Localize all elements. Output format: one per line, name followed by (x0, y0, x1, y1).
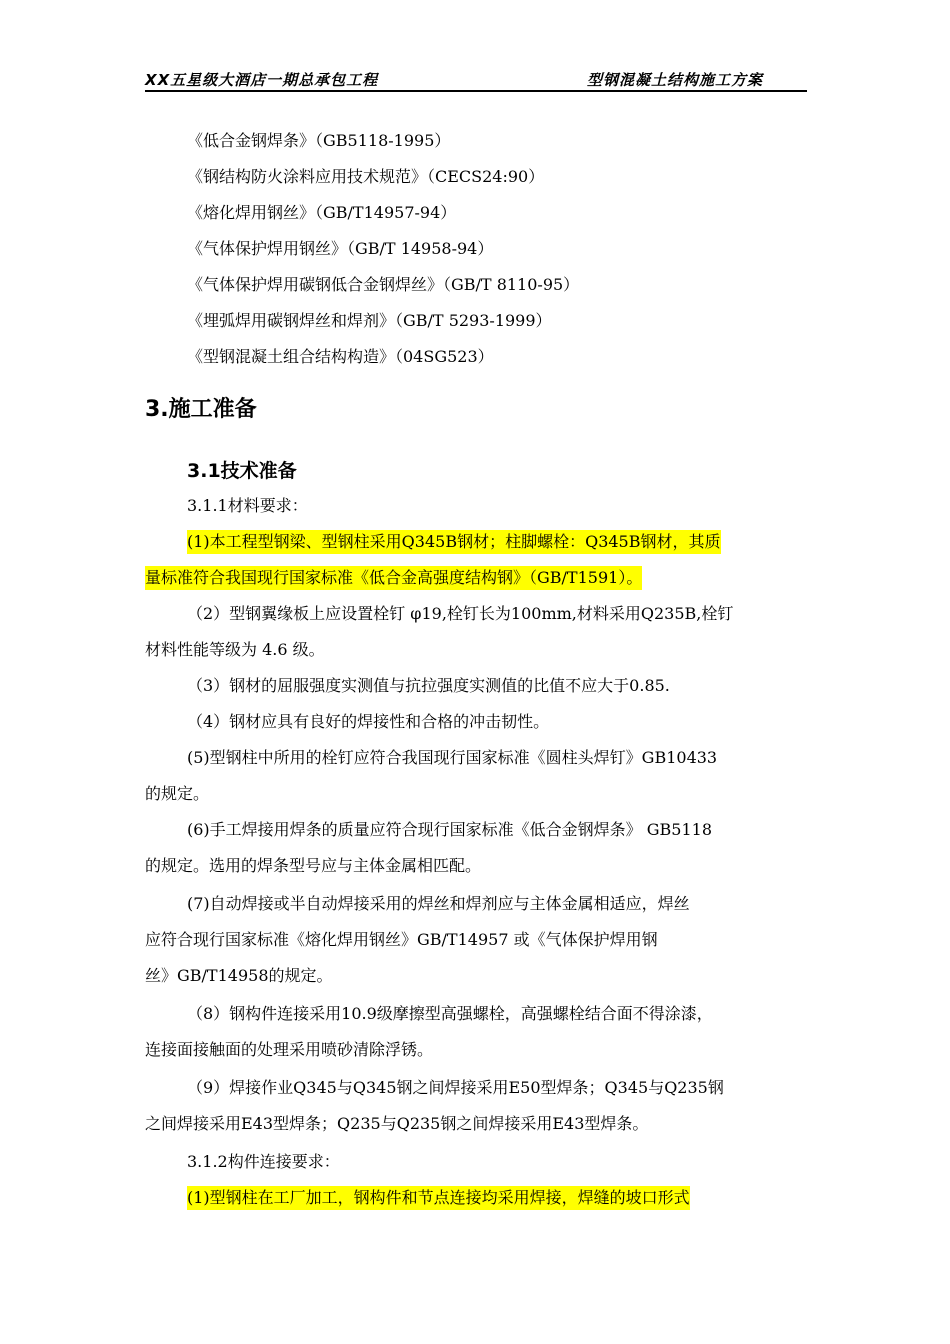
reference-item: 《钢结构防火涂料应用技术规范》（CECS24:90） (187, 167, 545, 186)
page-header (145, 68, 807, 92)
paragraph-line: （2）型钢翼缘板上应设置栓钉 φ19,栓钉长为100mm,材料采用Q235B,栓钉 (187, 604, 734, 623)
paragraph-line-highlighted: 量标准符合我国现行国家标准《低合金高强度结构钢》（GB/T1591）。 (145, 566, 642, 590)
paragraph-line: （4）钢材应具有良好的焊接性和合格的冲击韧性。 (187, 712, 550, 731)
paragraph-line: （3）钢材的屈服强度实测值与抗拉强度实测值的比值不应大于0.85. (187, 676, 670, 695)
subsection-heading: 3.1技术准备 (187, 460, 297, 482)
paragraph-line: （8）钢构件连接采用10.9级摩擦型高强螺栓，高强螺栓结合面不得涂漆， (187, 1004, 713, 1023)
reference-item: 《气体保护焊用碳钢低合金钢焊丝》（GB/T 8110-95） (187, 275, 580, 294)
paragraph-line-highlighted: (1)本工程型钢梁、型钢柱采用Q345B钢材；柱脚螺栓：Q345B钢材，其质 (187, 530, 721, 554)
paragraph-line: (6)手工焊接用焊条的质量应符合现行国家标准《低合金钢焊条》 GB5118 (187, 820, 713, 839)
paragraph-line: （9）焊接作业Q345与Q345钢之间焊接采用E50型焊条；Q345与Q235钢 (187, 1078, 724, 1097)
sub-subsection-heading: 3.1.1材料要求： (187, 496, 308, 515)
header-document-title: 型钢混凝土结构施工方案 (586, 71, 763, 89)
section-heading: 3.施工准备 (145, 397, 257, 422)
reference-item: 《埋弧焊用碳钢焊丝和焊剂》（GB/T 5293-1999） (187, 311, 552, 330)
paragraph-line: (7)自动焊接或半自动焊接采用的焊丝和焊剂应与主体金属相适应，焊丝 (187, 894, 690, 913)
paragraph-line: (5)型钢柱中所用的栓钉应符合我国现行国家标准《圆柱头焊钉》GB10433 (187, 748, 718, 767)
paragraph-line: 连接面接触面的处理采用喷砂清除浮锈。 (145, 1040, 434, 1059)
paragraph-line: 材料性能等级为 4.6 级。 (145, 640, 325, 659)
paragraph-line-highlighted: (1)型钢柱在工厂加工，钢构件和节点连接均采用焊接，焊缝的坡口形式 (187, 1186, 690, 1210)
header-project-title: XX五星级大酒店一期总承包工程 (145, 71, 379, 89)
sub-subsection-heading: 3.1.2构件连接要求： (187, 1152, 340, 1171)
paragraph-line: 的规定。 (145, 784, 210, 803)
reference-item: 《低合金钢焊条》（GB5118-1995） (187, 131, 451, 150)
paragraph-line: 应符合现行国家标准《熔化焊用钢丝》GB/T14957 或《气体保护焊用钢 (145, 930, 658, 949)
reference-item: 《型钢混凝土组合结构构造》（04SG523） (187, 347, 494, 366)
reference-item: 《熔化焊用钢丝》（GB/T14957-94） (187, 203, 457, 222)
reference-item: 《气体保护焊用钢丝》（GB/T 14958-94） (187, 239, 494, 258)
paragraph-line: 之间焊接采用E43型焊条；Q235与Q235钢之间焊接采用E43型焊条。 (145, 1114, 649, 1133)
paragraph-line: 的规定。选用的焊条型号应与主体金属相匹配。 (145, 856, 482, 875)
paragraph-line: 丝》GB/T14958的规定。 (145, 966, 333, 985)
